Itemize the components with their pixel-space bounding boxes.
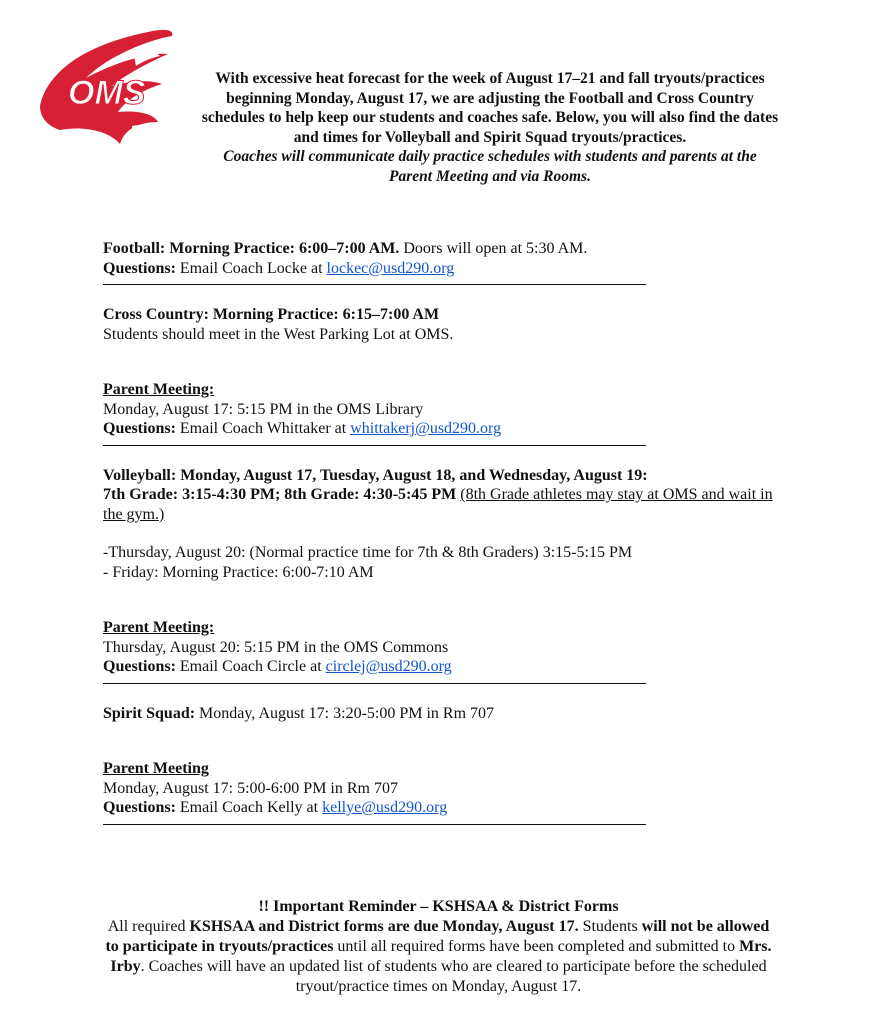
- spirit-squad-questions-text: Email Coach Kelly at: [175, 799, 323, 816]
- intro-block: [200, 69, 780, 186]
- football-note: Doors will open at 5:30 AM.: [399, 240, 588, 257]
- spirit-squad-questions-label: Questions:: [103, 799, 176, 816]
- reminder-text-3: until all required forms have been completed and submitted to: [333, 938, 740, 955]
- volleyball-parent-meeting-label-line: [103, 618, 783, 638]
- volleyball-heading-line2: [103, 485, 783, 524]
- football-email-link[interactable]: lockec@usd290.org: [326, 259, 455, 277]
- football-questions-line: [103, 259, 783, 279]
- volleyball-parent-meeting-text: Thursday, August 20: 5:15 PM in the OMS Commons: [103, 638, 449, 656]
- volleyball-heading-1: Volleyball: Monday, August 17, Tuesday, August 18, and Wednesday, August 19:: [103, 466, 648, 484]
- divider: [103, 824, 646, 825]
- reminder-text-2: Students: [578, 918, 642, 935]
- oms-logo: [38, 26, 176, 152]
- reminder-bold-2: will not be allowed to participate in tryouts/practices: [105, 918, 770, 955]
- reminder-bold-3: Mrs. Irby: [110, 938, 772, 975]
- football-heading: Football: Morning Practice: 6:00–7:00 AM.: [103, 240, 400, 257]
- spirit-squad-email-link[interactable]: kellye@usd290.org: [322, 799, 448, 816]
- football-questions-text: Email Coach Locke at: [175, 259, 327, 277]
- volleyball-questions-label: Questions:: [103, 658, 176, 675]
- reminder-bold-1: KSHSAA and District forms are due Monday, August 17.: [189, 918, 579, 935]
- intro-italic-text: Coaches will communicate daily practice schedules with students and parents at the Parent Meeting and via Rooms.: [223, 148, 757, 185]
- schedule-content: [103, 239, 783, 825]
- spirit-squad-parent-meeting-label: Parent Meeting: [103, 760, 209, 777]
- cross-country-note: Students should meet in the West Parking Lot at OMS.: [103, 325, 454, 343]
- spirit-squad-questions-line: [103, 798, 783, 818]
- volleyball-underlined-note: (8th Grade athletes may stay at OMS and wait in the gym.): [103, 486, 773, 523]
- cross-country-questions-text: Email Coach Whittaker at: [175, 420, 351, 437]
- volleyball-friday: - Friday: Morning Practice: 6:00-7:10 AM: [103, 563, 374, 581]
- football-questions-label: Questions:: [103, 259, 176, 277]
- volleyball-heading-2: 7th Grade: 3:15-4:30 PM; 8th Grade: 4:30-5:45 PM: [103, 486, 457, 503]
- spirit-squad-parent-meeting-label-line: [103, 759, 783, 779]
- cross-country-parent-meeting-label-line: [103, 380, 783, 400]
- spirit-squad-heading: Spirit Squad:: [103, 704, 196, 722]
- cross-country-parent-meeting-text: Monday, August 17: 5:15 PM in the OMS Library: [103, 400, 424, 418]
- reminder-title: !! Important Reminder – KSHSAA & District Forms: [258, 898, 619, 915]
- cross-country-heading-line: [103, 305, 783, 325]
- spirit-squad-text: Monday, August 17: 3:20-5:00 PM in Rm 707: [195, 704, 495, 722]
- cross-country-parent-meeting-label: Parent Meeting:: [103, 381, 215, 398]
- cross-country-questions-label: Questions:: [103, 420, 176, 437]
- reminder-text-4: . Coaches will have an updated list of students who are cleared to participate before the scheduled tryout/practice times on Monday, August 17.: [140, 958, 767, 995]
- volleyball-email-link[interactable]: circlej@usd290.org: [325, 658, 452, 675]
- logo-text: OMS: [68, 74, 146, 112]
- volleyball-parent-meeting-label: Parent Meeting:: [103, 619, 215, 636]
- intro-bold-text: With excessive heat forecast for the week of August 17–21 and fall tryouts/practices beginning Monday, August 17, we are adjusting the Football and Cross Country schedules to help keep our students and coaches safe. Below, you will also find the dates and times for Volleyball and Spirit Squad tryouts/practices.: [201, 70, 779, 146]
- important-reminder: [100, 897, 777, 997]
- volleyball-questions-text: Email Coach Circle at: [175, 658, 326, 675]
- spirit-squad-parent-meeting-text: Monday, August 17: 5:00-6:00 PM in Rm 707: [103, 779, 398, 797]
- reminder-text-1: All required: [107, 918, 190, 935]
- volleyball-questions-line: [103, 657, 783, 677]
- volleyball-heading-line1: [103, 466, 783, 486]
- football-heading-line: [103, 239, 783, 259]
- cross-country-questions-line: [103, 419, 783, 439]
- volleyball-thursday: -Thursday, August 20: (Normal practice time for 7th & 8th Graders) 3:15-5:15 PM: [103, 544, 633, 561]
- reminder-body: [100, 917, 777, 997]
- cross-country-email-link[interactable]: whittakerj@usd290.org: [350, 420, 502, 437]
- cross-country-heading: Cross Country: Morning Practice: 6:15–7:00 AM: [103, 306, 440, 323]
- spirit-squad-line: [103, 704, 783, 724]
